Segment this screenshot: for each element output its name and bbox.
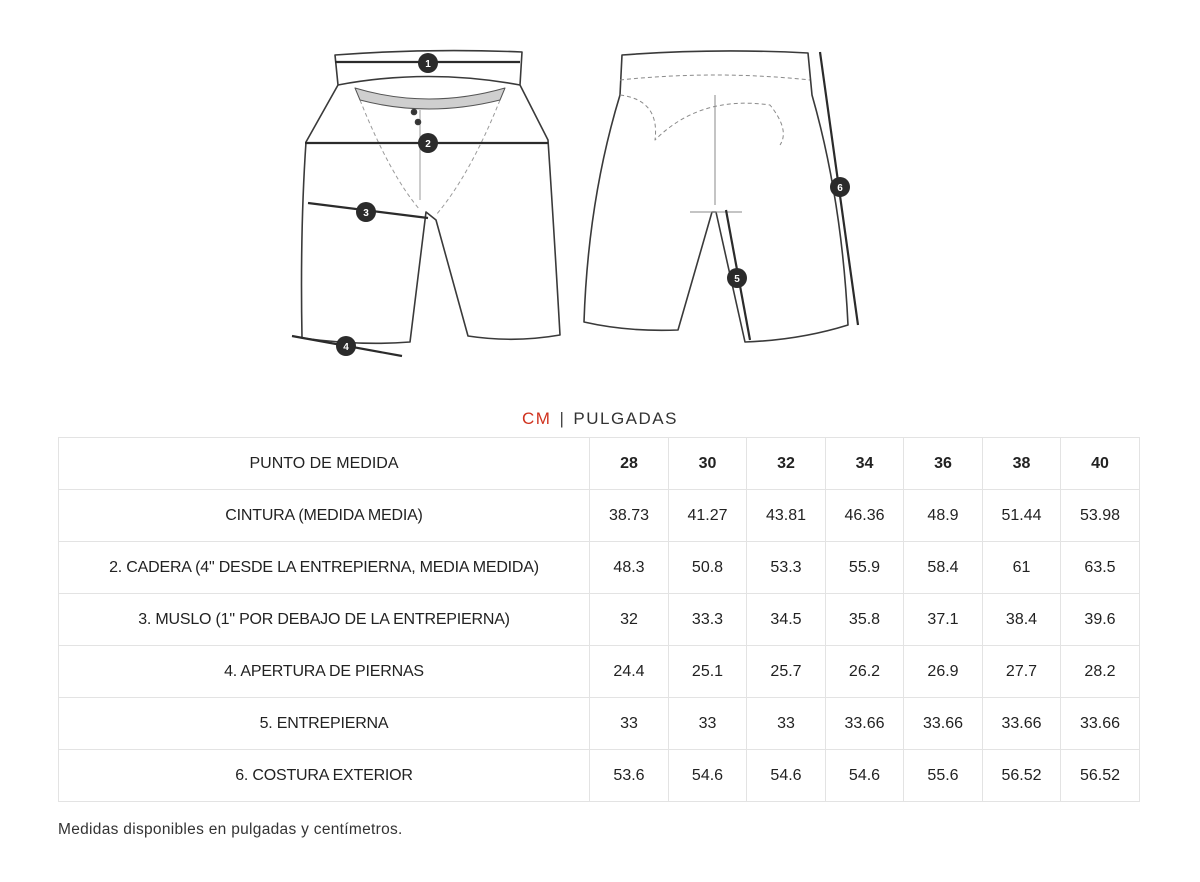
table-cell: 32 (590, 594, 669, 646)
row-label: CINTURA (MEDIDA MEDIA) (59, 490, 590, 542)
table-cell: 24.4 (590, 646, 669, 698)
header-size: 36 (904, 438, 983, 490)
table-cell: 53.98 (1061, 490, 1140, 542)
table-row (59, 490, 1140, 542)
row-label: 3. MUSLO (1" POR DEBAJO DE LA ENTREPIERNA) (59, 594, 590, 646)
table-cell: 56.52 (1061, 750, 1140, 802)
svg-text:1: 1 (425, 59, 431, 70)
table-cell: 25.7 (747, 646, 826, 698)
table-cell: 39.6 (1061, 594, 1140, 646)
header-size: 40 (1061, 438, 1140, 490)
row-label: 6. COSTURA EXTERIOR (59, 750, 590, 802)
table-cell: 55.9 (826, 542, 904, 594)
table-cell: 56.52 (983, 750, 1061, 802)
table-header-row (59, 438, 1140, 490)
table-cell: 50.8 (669, 542, 747, 594)
table-cell: 63.5 (1061, 542, 1140, 594)
table-cell: 33.66 (826, 698, 904, 750)
table-cell: 38.73 (590, 490, 669, 542)
front-waistband (338, 77, 520, 86)
table-cell: 25.1 (669, 646, 747, 698)
table-cell: 55.6 (904, 750, 983, 802)
marker-1-waist (418, 53, 438, 73)
table-cell: 35.8 (826, 594, 904, 646)
front-pocket-right (436, 100, 500, 215)
table-cell: 33.66 (904, 698, 983, 750)
table-cell: 26.9 (904, 646, 983, 698)
table-cell: 26.2 (826, 646, 904, 698)
table-cell: 33.66 (1061, 698, 1140, 750)
marker-5-inseam (727, 268, 747, 288)
footnote: Medidas disponibles en pulgadas y centímetros. (58, 821, 403, 838)
back-shorts-outline (584, 51, 848, 342)
header-size: 34 (826, 438, 904, 490)
table-row (59, 750, 1140, 802)
header-size: 28 (590, 438, 669, 490)
table-row (59, 542, 1140, 594)
table-cell: 54.6 (669, 750, 747, 802)
table-cell: 54.6 (826, 750, 904, 802)
table-cell: 34.5 (747, 594, 826, 646)
table-cell: 48.3 (590, 542, 669, 594)
front-pocket-left (360, 100, 420, 210)
table-cell: 43.81 (747, 490, 826, 542)
table-cell: 37.1 (904, 594, 983, 646)
table-cell: 33 (590, 698, 669, 750)
table-row (59, 594, 1140, 646)
front-button-2 (416, 120, 421, 125)
table-row (59, 646, 1140, 698)
svg-text:4: 4 (343, 342, 349, 353)
table-cell: 53.6 (590, 750, 669, 802)
table-cell: 54.6 (747, 750, 826, 802)
front-inner-waist (355, 88, 505, 109)
table-cell: 33.66 (983, 698, 1061, 750)
size-chart-table (58, 437, 1140, 802)
table-row (59, 698, 1140, 750)
unit-inches-link[interactable]: PULGADAS (573, 409, 678, 428)
row-label: 2. CADERA (4" DESDE LA ENTREPIERNA, MEDIA MEDIDA) (59, 542, 590, 594)
back-yoke (620, 95, 783, 145)
back-waistband (620, 75, 810, 80)
header-size: 38 (983, 438, 1061, 490)
header-size: 32 (747, 438, 826, 490)
header-size: 30 (669, 438, 747, 490)
svg-text:5: 5 (734, 274, 740, 285)
row-label: 5. ENTREPIERNA (59, 698, 590, 750)
marker-6-outseam (830, 177, 850, 197)
svg-text:6: 6 (837, 183, 843, 194)
table-cell: 58.4 (904, 542, 983, 594)
table-cell: 46.36 (826, 490, 904, 542)
table-cell: 51.44 (983, 490, 1061, 542)
svg-text:2: 2 (425, 139, 431, 150)
table-cell: 33 (747, 698, 826, 750)
row-label: 4. APERTURA DE PIERNAS (59, 646, 590, 698)
unit-separator: | (559, 409, 566, 428)
table-cell: 61 (983, 542, 1061, 594)
table-cell: 53.3 (747, 542, 826, 594)
shorts-measurement-diagram (0, 0, 1200, 400)
unit-toggle (0, 409, 1200, 429)
header-measure-point: PUNTO DE MEDIDA (59, 438, 590, 490)
table-cell: 27.7 (983, 646, 1061, 698)
table-cell: 33 (669, 698, 747, 750)
svg-text:3: 3 (363, 208, 369, 219)
table-cell: 33.3 (669, 594, 747, 646)
table-cell: 28.2 (1061, 646, 1140, 698)
front-shorts-outline (302, 51, 561, 344)
marker-4-leg-opening (336, 336, 356, 356)
marker-2-hip (418, 133, 438, 153)
marker-3-thigh (356, 202, 376, 222)
unit-cm-link[interactable]: CM (522, 409, 552, 428)
table-cell: 41.27 (669, 490, 747, 542)
table-cell: 48.9 (904, 490, 983, 542)
table-cell: 38.4 (983, 594, 1061, 646)
front-button-1 (412, 110, 417, 115)
